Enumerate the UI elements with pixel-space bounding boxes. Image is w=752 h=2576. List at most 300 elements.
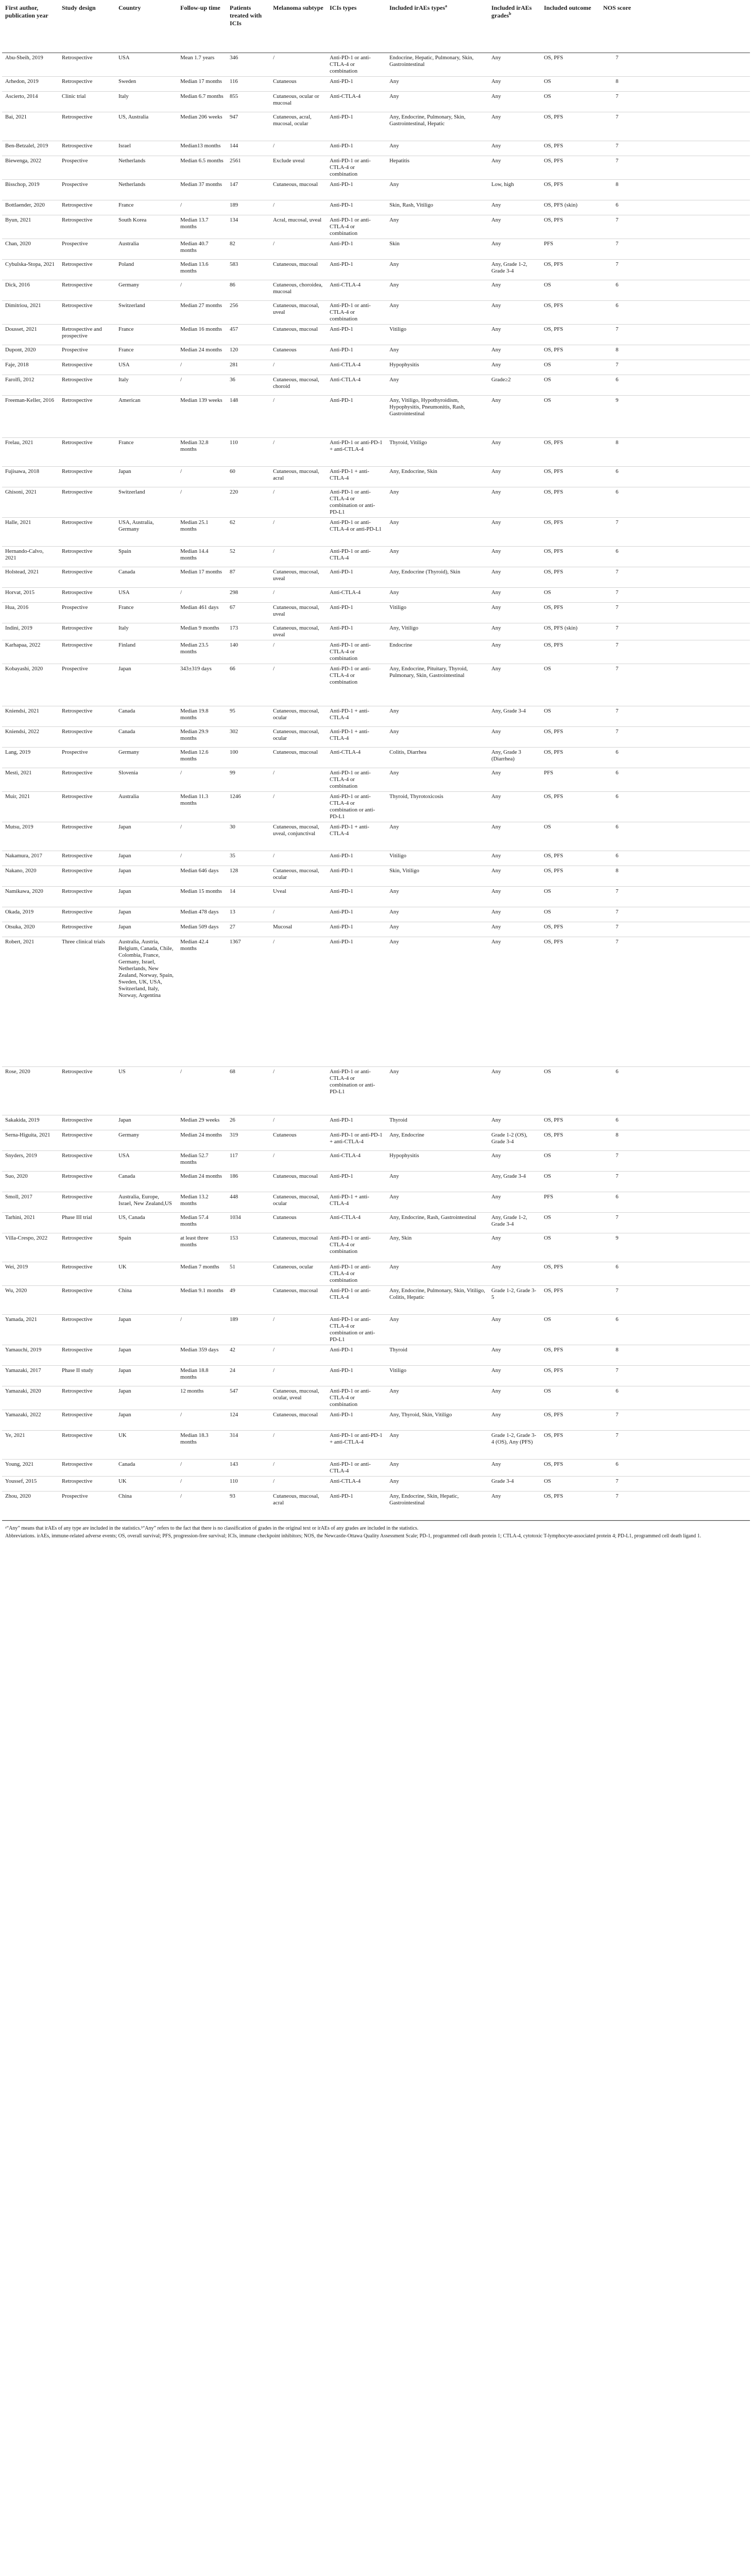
header-country: Country xyxy=(115,3,177,53)
cell-country: Japan xyxy=(115,822,177,851)
cell-country: Australia, Austria, Belgium, Canada, Chile, Colombia, France, Germany, Israel, Netherlands, New Zealand, Norway, Spain, Sweden, UK, USA, Switzerland, Italy, Norway, Argentina xyxy=(115,937,177,1067)
cell-patients: 448 xyxy=(227,1192,270,1213)
cell-irae-types: Skin, Vitiligo xyxy=(386,866,488,887)
cell-author: Freeman-Keller, 2016 xyxy=(2,396,59,438)
table-row xyxy=(2,1345,750,1366)
cell-nos-score: 8 xyxy=(597,1345,637,1366)
cell-subtype: Cutaneous, mucosal, uveal, conjunctival xyxy=(270,822,327,851)
cell-country: Japan xyxy=(115,851,177,866)
cell-nos-score: 6 xyxy=(597,1067,637,1115)
cell-irae-grades: Any xyxy=(488,200,541,215)
cell-nos-score: 7 xyxy=(597,588,637,603)
cell-patients: 116 xyxy=(227,77,270,92)
cell-irae-grades: Any xyxy=(488,438,541,467)
cell-patients: 51 xyxy=(227,1262,270,1286)
cell-irae-types: Any, Endocrine, Pulmonary, Skin, Vitiligo, Colitis, Hepatic xyxy=(386,1286,488,1315)
cell-irae-types: Any xyxy=(386,345,488,360)
cell-design: Prospective xyxy=(59,239,115,260)
cell-country: Japan xyxy=(115,922,177,937)
cell-subtype: Cutaneous, mucosal, acral xyxy=(270,467,327,487)
table-row xyxy=(2,345,750,360)
cell-nos-score: 9 xyxy=(597,396,637,438)
table-row xyxy=(2,1460,750,1477)
cell-spacer xyxy=(637,866,750,887)
cell-spacer xyxy=(637,603,750,623)
cell-patients: 93 xyxy=(227,1492,270,1520)
cell-outcome: OS, PFS xyxy=(541,260,597,280)
cell-irae-types: Any xyxy=(386,937,488,1067)
cell-nos-score: 7 xyxy=(597,1213,637,1233)
cell-followup: Median13 months xyxy=(177,141,227,156)
cell-author: Dupont, 2020 xyxy=(2,345,59,360)
cell-country: USA, Australia, Germany xyxy=(115,518,177,547)
cell-spacer xyxy=(637,1213,750,1233)
cell-ici-types: Anti-PD-1 + anti-CTLA-4 xyxy=(327,706,386,727)
cell-followup: / xyxy=(177,588,227,603)
cell-nos-score: 7 xyxy=(597,112,637,141)
cell-design: Prospective xyxy=(59,664,115,706)
cell-country: France xyxy=(115,603,177,623)
cell-author: Kobayashi, 2020 xyxy=(2,664,59,706)
cell-patients: 117 xyxy=(227,1151,270,1172)
cell-patients: 147 xyxy=(227,180,270,200)
cell-design: Retrospective xyxy=(59,1431,115,1460)
cell-irae-types: Thyroid, Vitiligo xyxy=(386,438,488,467)
cell-followup: / xyxy=(177,487,227,518)
table-row xyxy=(2,325,750,345)
cell-patients: 14 xyxy=(227,887,270,907)
cell-country: USA xyxy=(115,53,177,77)
cell-irae-grades: Any xyxy=(488,907,541,922)
cell-ici-types: Anti-PD-1 or anti-CTLA-4 or combination or anti-PD-L1 xyxy=(327,487,386,518)
cell-subtype: / xyxy=(270,1115,327,1130)
cell-subtype: / xyxy=(270,547,327,567)
cell-irae-types: Any, Endocrine xyxy=(386,1130,488,1151)
cell-country: Germany xyxy=(115,280,177,301)
cell-outcome: OS, PFS xyxy=(541,1286,597,1315)
cell-irae-types: Thyroid xyxy=(386,1115,488,1130)
cell-nos-score: 6 xyxy=(597,768,637,792)
cell-patients: 281 xyxy=(227,360,270,375)
cell-nos-score: 7 xyxy=(597,567,637,588)
cell-design: Retrospective and prospective xyxy=(59,325,115,345)
cell-outcome: OS, PFS xyxy=(541,345,597,360)
cell-irae-grades: Any xyxy=(488,1233,541,1262)
table-row xyxy=(2,664,750,706)
cell-spacer xyxy=(637,1431,750,1460)
cell-ici-types: Anti-PD-1 + anti-CTLA-4 xyxy=(327,727,386,748)
cell-outcome: OS, PFS xyxy=(541,603,597,623)
cell-author: Dousset, 2021 xyxy=(2,325,59,345)
cell-irae-grades: Any xyxy=(488,1315,541,1345)
table-row xyxy=(2,467,750,487)
cell-followup: Median 15 months xyxy=(177,887,227,907)
cell-followup: Median 206 weeks xyxy=(177,112,227,141)
cell-irae-grades: Any xyxy=(488,1460,541,1477)
cell-outcome: OS, PFS xyxy=(541,301,597,325)
cell-irae-types: Any xyxy=(386,1386,488,1410)
cell-author: Wei, 2019 xyxy=(2,1262,59,1286)
cell-design: Retrospective xyxy=(59,706,115,727)
cell-followup: / xyxy=(177,1477,227,1492)
cell-author: Mutsu, 2019 xyxy=(2,822,59,851)
cell-spacer xyxy=(637,748,750,768)
cell-subtype: / xyxy=(270,438,327,467)
cell-irae-grades: Any xyxy=(488,112,541,141)
cell-ici-types: Anti-PD-1 xyxy=(327,77,386,92)
cell-irae-types: Any xyxy=(386,887,488,907)
cell-subtype: Cutaneous, mucosal, ocular xyxy=(270,727,327,748)
cell-outcome: OS, PFS xyxy=(541,1345,597,1366)
cell-ici-types: Anti-PD-1 xyxy=(327,1172,386,1192)
cell-country: US, Canada xyxy=(115,1213,177,1233)
cell-followup: Median 478 days xyxy=(177,907,227,922)
cell-irae-types: Hypophysitis xyxy=(386,1151,488,1172)
cell-outcome: OS xyxy=(541,360,597,375)
cell-ici-types: Anti-PD-1 xyxy=(327,887,386,907)
cell-nos-score: 8 xyxy=(597,345,637,360)
cell-country: Japan xyxy=(115,907,177,922)
cell-author: Young, 2021 xyxy=(2,1460,59,1477)
cell-spacer xyxy=(637,768,750,792)
cell-outcome: OS, PFS xyxy=(541,640,597,664)
cell-country: Italy xyxy=(115,623,177,640)
cell-subtype: Cutaneous, mucosal xyxy=(270,1172,327,1192)
cell-design: Retrospective xyxy=(59,1286,115,1315)
cell-ici-types: Anti-PD-1 xyxy=(327,567,386,588)
cell-subtype: Cutaneous xyxy=(270,77,327,92)
cell-irae-types: Thyroid xyxy=(386,1345,488,1366)
cell-spacer xyxy=(637,1115,750,1130)
cell-irae-types: Vitiligo xyxy=(386,325,488,345)
cell-country: Australia, Europe, Israel, New Zealand,US xyxy=(115,1192,177,1213)
cell-spacer xyxy=(637,215,750,239)
cell-nos-score: 7 xyxy=(597,1477,637,1492)
cell-design: Retrospective xyxy=(59,907,115,922)
cell-spacer xyxy=(637,887,750,907)
cell-irae-grades: Any xyxy=(488,1192,541,1213)
cell-spacer xyxy=(637,907,750,922)
cell-patients: 68 xyxy=(227,1067,270,1115)
cell-outcome: OS, PFS xyxy=(541,325,597,345)
cell-ici-types: Anti-PD-1 or anti-PD-1 + anti-CTLA-4 xyxy=(327,1130,386,1151)
cell-subtype: Cutaneous, mucosal, ocular xyxy=(270,1192,327,1213)
cell-subtype: Cutaneous, mucosal, ocular xyxy=(270,706,327,727)
cell-author: Ghisoni, 2021 xyxy=(2,487,59,518)
cell-nos-score: 6 xyxy=(597,1386,637,1410)
cell-ici-types: Anti-PD-1 or anti-CTLA-4 or combination xyxy=(327,215,386,239)
table-row xyxy=(2,1115,750,1130)
cell-irae-grades: Grade≥2 xyxy=(488,375,541,396)
table-row xyxy=(2,907,750,922)
cell-irae-types: Colitis, Diarrhea xyxy=(386,748,488,768)
cell-followup: Median 29.9 months xyxy=(177,727,227,748)
table-row xyxy=(2,937,750,1067)
cell-spacer xyxy=(637,1151,750,1172)
cell-design: Retrospective xyxy=(59,1262,115,1286)
table-row xyxy=(2,547,750,567)
cell-patients: 153 xyxy=(227,1233,270,1262)
cell-design: Retrospective xyxy=(59,77,115,92)
cell-subtype: / xyxy=(270,487,327,518)
cell-irae-grades: Any, Grade 3-4 xyxy=(488,706,541,727)
cell-subtype: Uveal xyxy=(270,887,327,907)
table-row xyxy=(2,822,750,851)
cell-spacer xyxy=(637,1345,750,1366)
cell-outcome: OS xyxy=(541,375,597,396)
cell-subtype: / xyxy=(270,141,327,156)
cell-spacer xyxy=(637,822,750,851)
cell-subtype: / xyxy=(270,1431,327,1460)
cell-irae-types: Any xyxy=(386,260,488,280)
cell-spacer xyxy=(637,280,750,301)
cell-followup: Median 27 months xyxy=(177,301,227,325)
cell-outcome: OS xyxy=(541,907,597,922)
cell-spacer xyxy=(637,239,750,260)
cell-ici-types: Anti-PD-1 or anti-PD-1 + anti-CTLA-4 xyxy=(327,438,386,467)
cell-irae-types: Vitiligo xyxy=(386,603,488,623)
cell-subtype: / xyxy=(270,1345,327,1366)
cell-design: Prospective xyxy=(59,345,115,360)
cell-author: Farolfi, 2012 xyxy=(2,375,59,396)
table-row xyxy=(2,1213,750,1233)
cell-irae-types: Any xyxy=(386,547,488,567)
cell-ici-types: Anti-PD-1 or anti-CTLA-4 or anti-PD-L1 xyxy=(327,518,386,547)
cell-followup: Median 6.5 months xyxy=(177,156,227,180)
cell-author: Villa-Crespo, 2022 xyxy=(2,1233,59,1262)
cell-country: USA xyxy=(115,588,177,603)
cell-irae-types: Any xyxy=(386,375,488,396)
table-footnotes xyxy=(2,1520,750,1539)
cell-nos-score: 7 xyxy=(597,907,637,922)
cell-outcome: OS, PFS xyxy=(541,1492,597,1520)
cell-country: US, Australia xyxy=(115,112,177,141)
cell-nos-score: 6 xyxy=(597,200,637,215)
cell-outcome: OS, PFS xyxy=(541,1410,597,1431)
cell-ici-types: Anti-PD-1 or anti-CTLA-4 or combination xyxy=(327,1233,386,1262)
cell-author: Yamazaki, 2017 xyxy=(2,1366,59,1386)
cell-spacer xyxy=(637,180,750,200)
cell-ici-types: Anti-PD-1 xyxy=(327,239,386,260)
cell-subtype: Cutaneous, ocular xyxy=(270,1262,327,1286)
cell-author: Wu, 2020 xyxy=(2,1286,59,1315)
cell-patients: 42 xyxy=(227,1345,270,1366)
cell-author: Yamauchi, 2019 xyxy=(2,1345,59,1366)
cell-subtype: Cutaneous, mucosal xyxy=(270,1410,327,1431)
cell-followup: Median 509 days xyxy=(177,922,227,937)
cell-design: Retrospective xyxy=(59,1315,115,1345)
cell-ici-types: Anti-PD-1 or anti-CTLA-4 or combination xyxy=(327,156,386,180)
cell-irae-types: Any, Endocrine, Pituitary, Thyroid, Pulmonary, Skin, Gastrointestinal xyxy=(386,664,488,706)
cell-irae-grades: Any xyxy=(488,822,541,851)
header-spacer xyxy=(637,3,750,53)
cell-followup: Median 7 months xyxy=(177,1262,227,1286)
cell-followup: Median 18.8 months xyxy=(177,1366,227,1386)
cell-subtype: / xyxy=(270,1067,327,1115)
table-row xyxy=(2,727,750,748)
cell-author: Yamada, 2021 xyxy=(2,1315,59,1345)
cell-subtype: / xyxy=(270,396,327,438)
table-row xyxy=(2,567,750,588)
cell-design: Retrospective xyxy=(59,887,115,907)
cell-subtype: / xyxy=(270,1151,327,1172)
cell-patients: 49 xyxy=(227,1286,270,1315)
cell-irae-types: Any xyxy=(386,1315,488,1345)
cell-outcome: OS xyxy=(541,77,597,92)
cell-irae-types: Hepatitis xyxy=(386,156,488,180)
cell-author: Rose, 2020 xyxy=(2,1067,59,1115)
cell-author: Bottlaender, 2020 xyxy=(2,200,59,215)
cell-country: South Korea xyxy=(115,215,177,239)
cell-ici-types: Anti-PD-1 xyxy=(327,851,386,866)
cell-subtype: / xyxy=(270,518,327,547)
cell-patients: 148 xyxy=(227,396,270,438)
cell-country: Japan xyxy=(115,1315,177,1345)
cell-design: Prospective xyxy=(59,603,115,623)
cell-irae-grades: Any xyxy=(488,640,541,664)
table-row xyxy=(2,156,750,180)
cell-author: Hua, 2016 xyxy=(2,603,59,623)
cell-design: Clinic trial xyxy=(59,92,115,112)
cell-followup: Median 9.1 months xyxy=(177,1286,227,1315)
cell-nos-score: 9 xyxy=(597,1233,637,1262)
cell-spacer xyxy=(637,1192,750,1213)
cell-spacer xyxy=(637,375,750,396)
cell-country: Japan xyxy=(115,1386,177,1410)
cell-irae-types: Any xyxy=(386,1431,488,1460)
cell-followup: Median 139 weeks xyxy=(177,396,227,438)
cell-irae-types: Skin, Rash, Vitiligo xyxy=(386,200,488,215)
cell-followup: Median 13.6 months xyxy=(177,260,227,280)
cell-irae-grades: Any xyxy=(488,1366,541,1386)
cell-outcome: OS, PFS xyxy=(541,727,597,748)
table-row xyxy=(2,518,750,547)
cell-ici-types: Anti-CTLA-4 xyxy=(327,1477,386,1492)
cell-followup: Mean 1.7 years xyxy=(177,53,227,77)
cell-author: Holstead, 2021 xyxy=(2,567,59,588)
cell-subtype: Cutaneous, mucosal xyxy=(270,1233,327,1262)
header-design: Study design xyxy=(59,3,115,53)
cell-outcome: OS, PFS xyxy=(541,518,597,547)
cell-author: Nakamura, 2017 xyxy=(2,851,59,866)
cell-design: Retrospective xyxy=(59,547,115,567)
cell-subtype: / xyxy=(270,1366,327,1386)
cell-subtype: / xyxy=(270,937,327,1067)
cell-author: Nakano, 2020 xyxy=(2,866,59,887)
cell-spacer xyxy=(637,640,750,664)
cell-author: Smoll, 2017 xyxy=(2,1192,59,1213)
cell-nos-score: 7 xyxy=(597,1366,637,1386)
header-nos: NOS score xyxy=(597,3,637,53)
cell-author: Sakakida, 2019 xyxy=(2,1115,59,1130)
cell-followup: Median 6.7 months xyxy=(177,92,227,112)
cell-irae-grades: Any xyxy=(488,547,541,567)
cell-nos-score: 7 xyxy=(597,887,637,907)
cell-irae-types: Any xyxy=(386,1460,488,1477)
cell-ici-types: Anti-PD-1 or anti-CTLA-4 or combination xyxy=(327,1262,386,1286)
cell-irae-types: Any, Endocrine, Pulmonary, Skin, Gastrointestinal, Hepatic xyxy=(386,112,488,141)
cell-irae-grades: Any xyxy=(488,1151,541,1172)
cell-irae-grades: Any xyxy=(488,1492,541,1520)
cell-followup: Median 40.7 months xyxy=(177,239,227,260)
cell-country: Germany xyxy=(115,1130,177,1151)
cell-followup: Median 18.3 months xyxy=(177,1431,227,1460)
cell-spacer xyxy=(637,77,750,92)
cell-patients: 256 xyxy=(227,301,270,325)
cell-outcome: OS xyxy=(541,1386,597,1410)
cell-country: Slovenia xyxy=(115,768,177,792)
cell-country: US xyxy=(115,1067,177,1115)
cell-design: Retrospective xyxy=(59,851,115,866)
cell-patients: 186 xyxy=(227,1172,270,1192)
table-row xyxy=(2,1130,750,1151)
cell-followup: / xyxy=(177,822,227,851)
cell-followup: Median 24 months xyxy=(177,1130,227,1151)
cell-nos-score: 7 xyxy=(597,603,637,623)
cell-country: Japan xyxy=(115,664,177,706)
table-row xyxy=(2,792,750,822)
table-row xyxy=(2,92,750,112)
cell-irae-types: Any xyxy=(386,1172,488,1192)
cell-ici-types: Anti-PD-1 xyxy=(327,345,386,360)
cell-irae-grades: Any xyxy=(488,664,541,706)
cell-patients: 99 xyxy=(227,768,270,792)
cell-patients: 100 xyxy=(227,748,270,768)
cell-spacer xyxy=(637,396,750,438)
cell-nos-score: 7 xyxy=(597,1151,637,1172)
cell-design: Prospective xyxy=(59,180,115,200)
cell-patients: 62 xyxy=(227,518,270,547)
cell-design: Retrospective xyxy=(59,1067,115,1115)
cell-irae-grades: Any xyxy=(488,567,541,588)
cell-patients: 140 xyxy=(227,640,270,664)
cell-subtype: / xyxy=(270,851,327,866)
table-row xyxy=(2,1410,750,1431)
cell-design: Three clinical trials xyxy=(59,937,115,1067)
table-row xyxy=(2,640,750,664)
cell-author: Bisschop, 2019 xyxy=(2,180,59,200)
cell-nos-score: 7 xyxy=(597,640,637,664)
cell-outcome: OS xyxy=(541,887,597,907)
cell-country: France xyxy=(115,325,177,345)
cell-author: Snyders, 2019 xyxy=(2,1151,59,1172)
cell-subtype: Cutaneous, mucosal, uveal xyxy=(270,603,327,623)
cell-author: Indini, 2019 xyxy=(2,623,59,640)
cell-outcome: PFS xyxy=(541,768,597,792)
cell-country: UK xyxy=(115,1262,177,1286)
cell-followup: Median 19.8 months xyxy=(177,706,227,727)
cell-irae-grades: Grade 1-2 (OS), Grade 3-4 xyxy=(488,1130,541,1151)
cell-irae-grades: Any xyxy=(488,937,541,1067)
cell-outcome: OS, PFS xyxy=(541,851,597,866)
cell-design: Retrospective xyxy=(59,360,115,375)
cell-irae-grades: Any, Grade 3-4 xyxy=(488,1172,541,1192)
cell-subtype: Cutaneous, mucosal, choroid xyxy=(270,375,327,396)
cell-irae-types: Any xyxy=(386,1067,488,1115)
cell-ici-types: Anti-PD-1 xyxy=(327,866,386,887)
cell-outcome: OS xyxy=(541,1233,597,1262)
table-row xyxy=(2,180,750,200)
table-row xyxy=(2,768,750,792)
cell-country: Finland xyxy=(115,640,177,664)
cell-author: Chan, 2020 xyxy=(2,239,59,260)
cell-author: Dick, 2016 xyxy=(2,280,59,301)
header-ici: ICIs types xyxy=(327,3,386,53)
cell-patients: 144 xyxy=(227,141,270,156)
cell-spacer xyxy=(637,567,750,588)
cell-irae-types: Vitiligo xyxy=(386,851,488,866)
cell-ici-types: Anti-PD-1 or anti-CTLA-4 or combination or anti-PD-L1 xyxy=(327,792,386,822)
